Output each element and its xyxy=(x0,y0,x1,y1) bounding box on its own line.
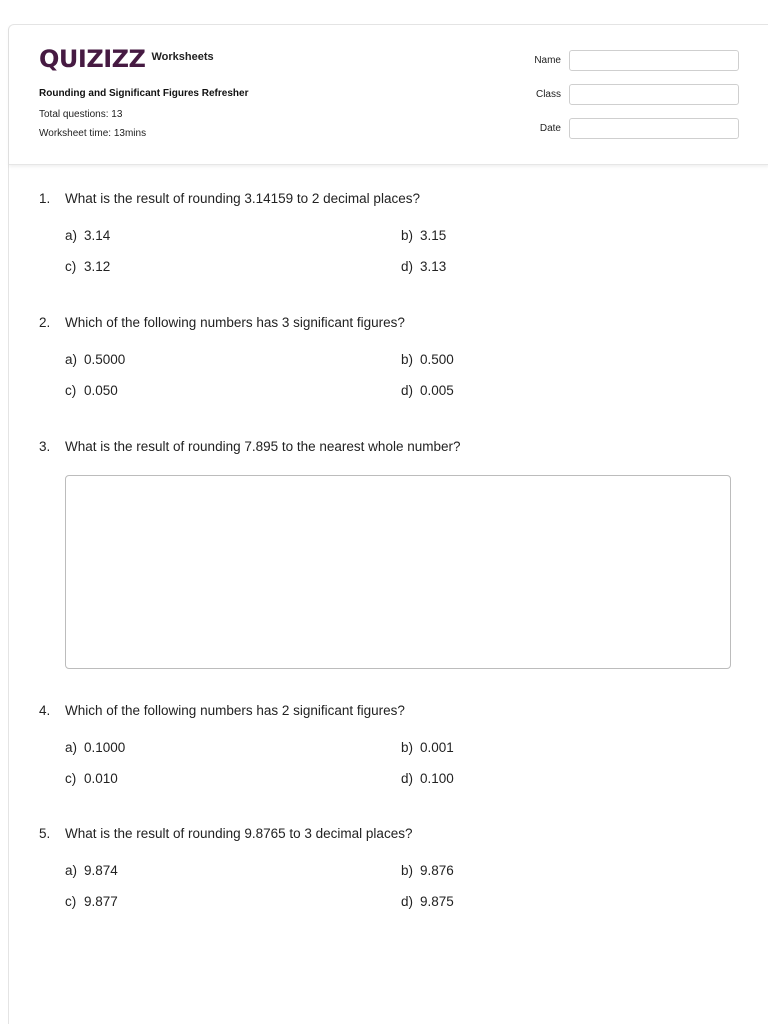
option-b[interactable] xyxy=(401,352,454,367)
question-number: 5. xyxy=(39,826,51,841)
question-text: Which of the following numbers has 3 significant figures? xyxy=(65,315,405,330)
question-3 xyxy=(39,439,739,454)
worksheet-page xyxy=(8,24,768,1024)
option-letter: c) xyxy=(65,894,77,909)
question-text: What is the result of rounding 7.895 to the nearest whole number? xyxy=(65,439,461,454)
quizizz-logo: QUIZIZZ xyxy=(39,45,146,73)
class-field-row xyxy=(521,84,739,105)
option-text: 0.001 xyxy=(420,740,454,755)
option-text: 0.100 xyxy=(420,771,454,786)
option-c[interactable] xyxy=(65,259,110,274)
option-c[interactable] xyxy=(65,894,118,909)
worksheet-title: Rounding and Significant Figures Refresher xyxy=(39,88,249,99)
option-letter: d) xyxy=(401,894,414,909)
option-text: 0.010 xyxy=(84,771,118,786)
question-5 xyxy=(39,826,739,909)
option-c[interactable] xyxy=(65,383,118,398)
question-number: 2. xyxy=(39,315,51,330)
option-letter: a) xyxy=(65,352,78,367)
class-label: Class xyxy=(535,89,561,100)
answer-textbox[interactable] xyxy=(65,475,731,669)
option-b[interactable] xyxy=(401,740,454,755)
question-number: 4. xyxy=(39,703,51,718)
worksheet-time: Worksheet time: 13mins xyxy=(39,128,147,139)
class-input[interactable] xyxy=(569,84,739,105)
question-number: 1. xyxy=(39,191,51,206)
date-label: Date xyxy=(539,123,561,134)
brand xyxy=(39,45,214,73)
option-letter: a) xyxy=(65,228,78,243)
date-field-row xyxy=(521,118,739,139)
option-b[interactable] xyxy=(401,228,446,243)
option-letter: b) xyxy=(401,228,414,243)
option-b[interactable] xyxy=(401,863,454,878)
option-letter: d) xyxy=(401,383,414,398)
option-text: 3.14 xyxy=(84,228,111,243)
option-letter: c) xyxy=(65,383,77,398)
question-text: What is the result of rounding 9.8765 to 3 decimal places? xyxy=(65,826,413,841)
option-letter: b) xyxy=(401,740,414,755)
option-text: 3.13 xyxy=(420,259,447,274)
option-text: 9.877 xyxy=(84,894,118,909)
option-text: 0.005 xyxy=(420,383,454,398)
question-text: Which of the following numbers has 2 significant figures? xyxy=(65,703,405,718)
question-text: What is the result of rounding 3.14159 to 2 decimal places? xyxy=(65,191,420,206)
option-letter: a) xyxy=(65,740,78,755)
option-text: 0.5000 xyxy=(84,352,126,367)
question-number: 3. xyxy=(39,439,51,454)
option-d[interactable] xyxy=(401,383,454,398)
date-input[interactable] xyxy=(569,118,739,139)
option-letter: b) xyxy=(401,352,414,367)
option-text: 9.876 xyxy=(420,863,454,878)
name-field-row xyxy=(521,50,739,71)
question-2 xyxy=(39,315,739,398)
option-text: 3.12 xyxy=(84,259,111,274)
option-d[interactable] xyxy=(401,771,454,786)
worksheet-header xyxy=(9,25,768,165)
option-a[interactable] xyxy=(65,228,110,243)
name-input[interactable] xyxy=(569,50,739,71)
question-1 xyxy=(39,191,739,274)
option-c[interactable] xyxy=(65,771,118,786)
option-text: 0.050 xyxy=(84,383,118,398)
option-d[interactable] xyxy=(401,259,446,274)
option-text: 3.15 xyxy=(420,228,447,243)
option-letter: c) xyxy=(65,259,77,274)
option-text: 9.875 xyxy=(420,894,454,909)
option-a[interactable] xyxy=(65,863,118,878)
total-questions: Total questions: 13 xyxy=(39,109,123,120)
option-letter: d) xyxy=(401,259,414,274)
question-4 xyxy=(39,703,739,786)
option-a[interactable] xyxy=(65,352,125,367)
name-label: Name xyxy=(534,55,561,66)
option-letter: a) xyxy=(65,863,78,878)
option-letter: b) xyxy=(401,863,414,878)
option-letter: c) xyxy=(65,771,77,786)
option-d[interactable] xyxy=(401,894,454,909)
option-a[interactable] xyxy=(65,740,125,755)
logo-subtitle: Worksheets xyxy=(151,51,214,63)
option-text: 0.1000 xyxy=(84,740,126,755)
option-letter: d) xyxy=(401,771,414,786)
option-text: 0.500 xyxy=(420,352,454,367)
option-text: 9.874 xyxy=(84,863,118,878)
